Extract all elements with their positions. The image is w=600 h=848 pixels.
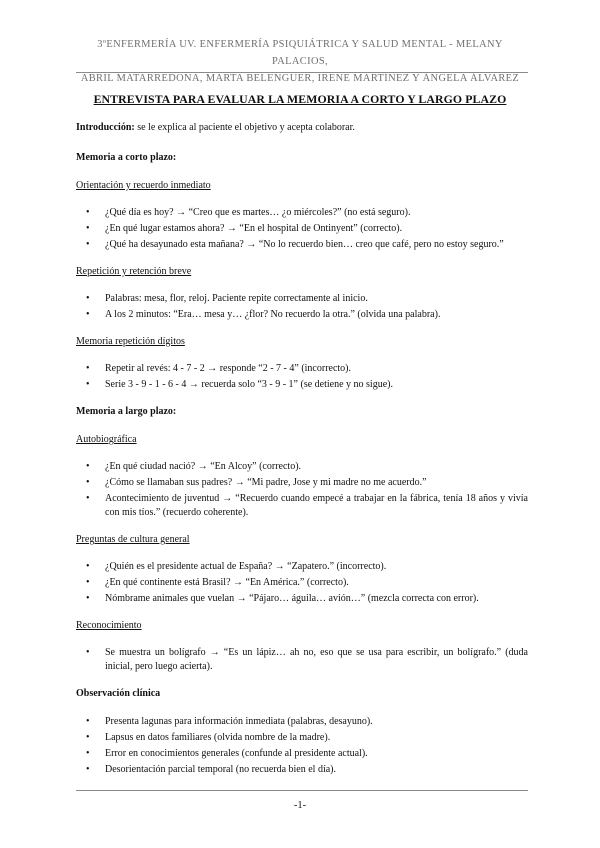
bullet-list [76,560,528,606]
bullet-list [76,715,528,777]
list-item: • Error en conocimientos generales (confunde al presidente actual). [76,747,528,761]
intro-paragraph [76,121,528,135]
bullet-list [76,646,528,674]
list-item: • Se muestra un bolígrafo → “Es un lápiz… ah no, eso que se usa para escribir, un bolígrafo.” (duda inicial, pero luego acierta). [76,646,528,674]
observation-heading: Observación clínica [76,688,161,699]
subsection-title: Autobiográfica [76,434,137,445]
header-line-1: 3ºENFERMERÍA UV. ENFERMERÍA PSIQUIÁTRICA Y SALUD MENTAL - MELANY PALACIOS, [97,39,503,67]
list-item: • Presenta lagunas para información inmediata (palabras, desayuno). [76,715,528,729]
list-item: • A los 2 minutos: “Era… mesa y… ¿flor? No recuerdo la otra.” (olvida una palabra). [76,308,528,322]
short-term-heading: Memoria a corto plazo: [76,152,177,163]
list-item: • Serie 3 - 9 - 1 - 6 - 4 → recuerda solo “3 - 9 - 1” (se detiene y no sigue). [76,378,528,392]
list-item: • ¿En qué continente está Brasil? → “En América.” (correcto). [76,576,528,590]
long-term-heading: Memoria a largo plazo: [76,406,177,417]
subsection-title: Orientación y recuerdo inmediato [76,180,211,191]
intro-text: se le explica al paciente el objetivo y acepta colaborar. [134,122,355,133]
list-item: • ¿Qué día es hoy? → “Creo que es martes… ¿o miércoles?” (no está seguro). [76,206,528,220]
document-title: ENTREVISTA PARA EVALUAR LA MEMORIA A CORTO Y LARGO PLAZO [93,92,507,106]
intro-label: Introducción: [76,122,135,133]
list-item: • Repetir al revés: 4 - 7 - 2 → responde “2 - 7 - 4” (incorrecto). [76,362,528,376]
list-item: • Acontecimiento de juventud → “Recuerdo cuando empecé a trabajar en la fábrica, tenía 18 años y vivía con mis tíos.” (recuerdo coherente). [76,492,528,520]
list-item: • ¿Cómo se llamaban sus padres? → “Mi padre, Jose y mi madre no me acuerdo.” [76,476,528,490]
subsection-title: Memoria repetición dígitos [76,336,185,347]
document-body [76,121,528,790]
list-item: • ¿En qué lugar estamos ahora? → “En el hospital de Ontinyent” (correcto). [76,222,528,236]
subsection-title: Reconocimiento [76,620,142,631]
page-number: -1- [293,800,307,811]
subsection-title: Repetición y retención breve [76,266,192,277]
bullet-list [76,362,528,392]
list-item: • ¿Qué ha desayunado esta mañana? → “No lo recuerdo bien… creo que café, pero no estoy seguro.” [76,238,528,252]
header-line-2: ABRIL MATARREDONA, MARTA BELENGUER, IRENE MARTÍNEZ Y ÁNGELA ÁLVAREZ [80,73,520,84]
footer-divider [76,790,528,791]
header-divider [76,72,528,73]
list-item: • Nómbrame animales que vuelan → “Pájaro… águila… avión…” (mezcla correcta con error). [76,592,528,606]
list-item: • ¿En qué ciudad nació? → “En Alcoy” (correcto). [76,460,528,474]
bullet-list [76,460,528,520]
subsection-title: Preguntas de cultura general [76,534,190,545]
list-item: • Palabras: mesa, flor, reloj. Paciente repite correctamente al inicio. [76,292,528,306]
list-item: • Lapsus en datos familiares (olvida nombre de la madre). [76,731,528,745]
list-item: • ¿Quién es el presidente actual de España? → “Zapatero.” (incorrecto). [76,560,528,574]
list-item: • Desorientación parcial temporal (no recuerda bien el día). [76,763,528,777]
bullet-list [76,206,528,252]
page-header [70,36,530,87]
bullet-list [76,292,528,322]
